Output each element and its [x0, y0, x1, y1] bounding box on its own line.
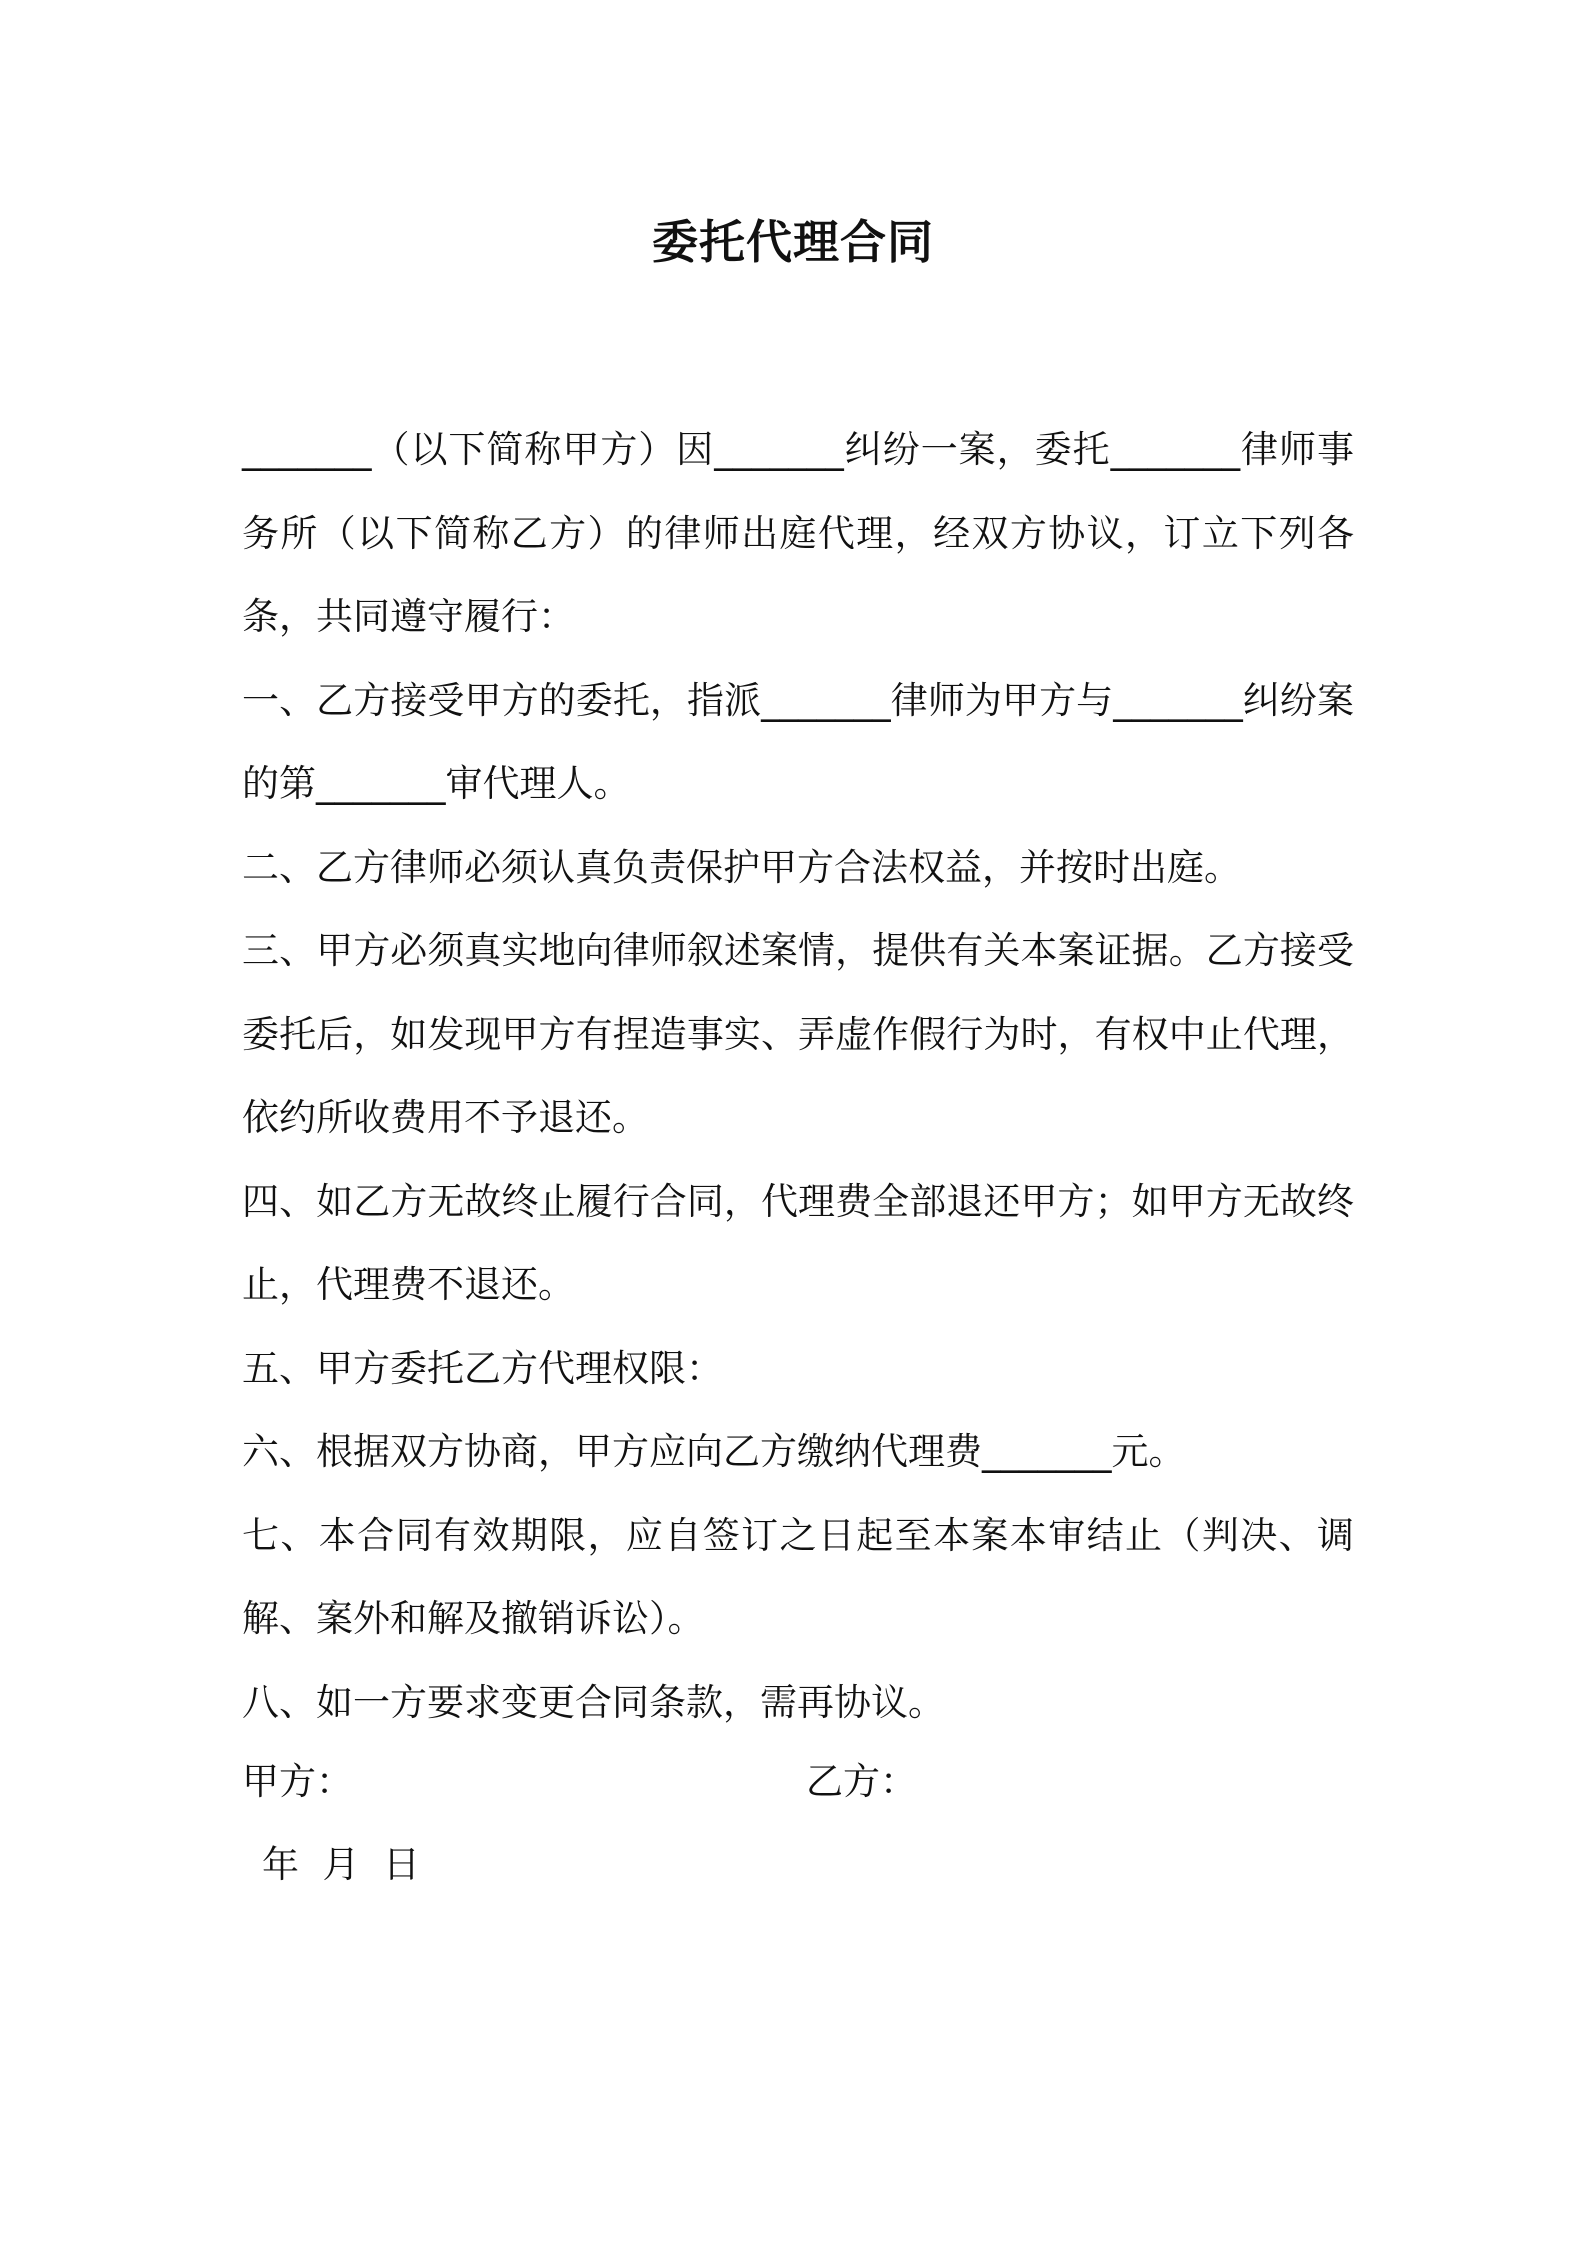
document-title: 委托代理合同 — [652, 215, 934, 269]
signature-block — [242, 1740, 1354, 1824]
clause-6: 六、根据双方协商，甲方应向乙方缴纳代理费_______元。 — [242, 1430, 1186, 1473]
clause-7: 七、本合同有效期限，应自签订之日起至本案本审结止（判决、调解、案外和解及撤销诉讼）。 — [242, 1513, 1354, 1640]
intro-paragraph: _______（以下简称甲方）因_______纠纷一案，委托_______律师事务所（以下简称乙方）的律师出庭代理，经双方协议，订立下列各条，共同遵守履行： — [242, 428, 1354, 638]
party-b-signature-label: 乙方： — [806, 1760, 917, 1803]
clause-2: 二、乙方律师必须认真负责保护甲方合法权益，并按时出庭。 — [242, 845, 1241, 889]
document-body — [242, 408, 1354, 1744]
clause-5: 五、甲方委托乙方代理权限： — [242, 1346, 723, 1390]
clause-8: 八、如一方要求变更合同条款，需再协议。 — [242, 1680, 945, 1724]
date-line: 年 月 日 — [262, 1843, 421, 1886]
clause-4: 四、如乙方无故终止履行合同，代理费全部退还甲方；如甲方无故终止，代理费不退还。 — [242, 1179, 1354, 1306]
clause-1: 一、乙方接受甲方的委托，指派_______律师为甲方与_______纠纷案的第_______审代理人。 — [242, 678, 1354, 805]
clause-3: 三、甲方必须真实地向律师叙述案情，提供有关本案证据。乙方接受委托后，如发现甲方有捏造事实、弄虚作假行为时，有权中止代理，依约所收费用不予退还。 — [242, 929, 1354, 1139]
party-a-signature-label: 甲方： — [242, 1760, 353, 1803]
